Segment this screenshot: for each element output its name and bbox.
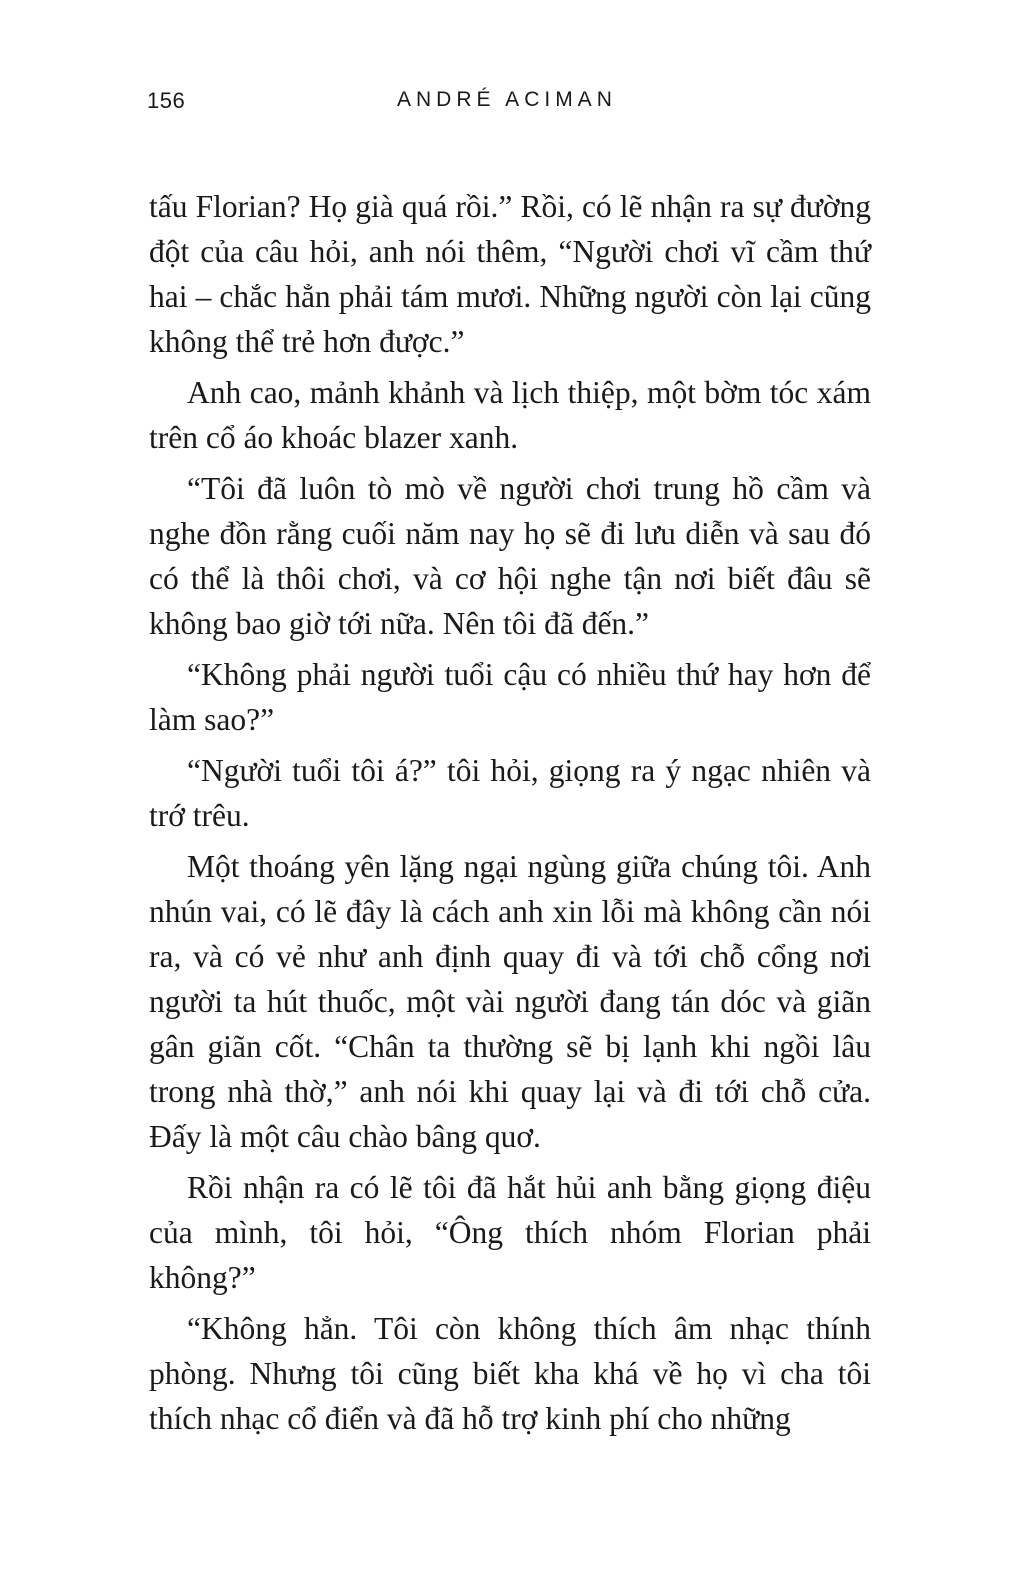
paragraph: “Tôi đã luôn tò mò về người chơi trung hồ cầm và nghe đồn rằng cuối năm nay họ sẽ đi lưu diễn và sau đó có thể là thôi chơi, và cơ hội nghe tận nơi biết đâu sẽ không bao giờ tới nữa. Nên tôi đã đến.” — [149, 471, 871, 641]
paragraph: “Không phải người tuổi cậu có nhiều thứ hay hơn để làm sao?” — [149, 657, 871, 737]
paragraph: tấu Florian? Họ già quá rồi.” Rồi, có lẽ nhận ra sự đường đột của câu hỏi, anh nói thêm, “Người chơi vĩ cầm thứ hai – chắc hẳn phải tám mươi. Những người còn lại cũng không thể trẻ hơn được.” — [149, 189, 871, 359]
paragraph: “Người tuổi tôi á?” tôi hỏi, giọng ra ý ngạc nhiên và trớ trêu. — [149, 753, 871, 833]
paragraph: Một thoáng yên lặng ngại ngùng giữa chúng tôi. Anh nhún vai, có lẽ đây là cách anh xin lỗi mà không cần nói ra, và có vẻ như anh định quay đi và tới chỗ cổng nơi người ta hút thuốc, một vài người đang tán dóc và giãn gân giãn cốt. “Chân ta thường sẽ bị lạnh khi ngồi lâu trong nhà thờ,” anh nói khi quay lại và đi tới chỗ cửa. Đấy là một câu chào bâng quơ. — [149, 849, 871, 1154]
paragraph: Rồi nhận ra có lẽ tôi đã hắt hủi anh bằng giọng điệu của mình, tôi hỏi, “Ông thích nhóm Florian phải không?” — [149, 1170, 871, 1295]
page-number: 156 — [147, 88, 186, 113]
paragraph: Anh cao, mảnh khảnh và lịch thiệp, một bờm tóc xám trên cổ áo khoác blazer xanh. — [149, 375, 871, 455]
body-text — [149, 184, 871, 1447]
author-name: ANDRÉ ACIMAN — [397, 88, 617, 111]
running-header — [147, 88, 871, 124]
paragraph: “Không hẳn. Tôi còn không thích âm nhạc thính phòng. Nhưng tôi cũng biết kha khá về họ vì cha tôi thích nhạc cổ điển và đã hỗ trợ kinh phí cho những — [149, 1311, 871, 1436]
